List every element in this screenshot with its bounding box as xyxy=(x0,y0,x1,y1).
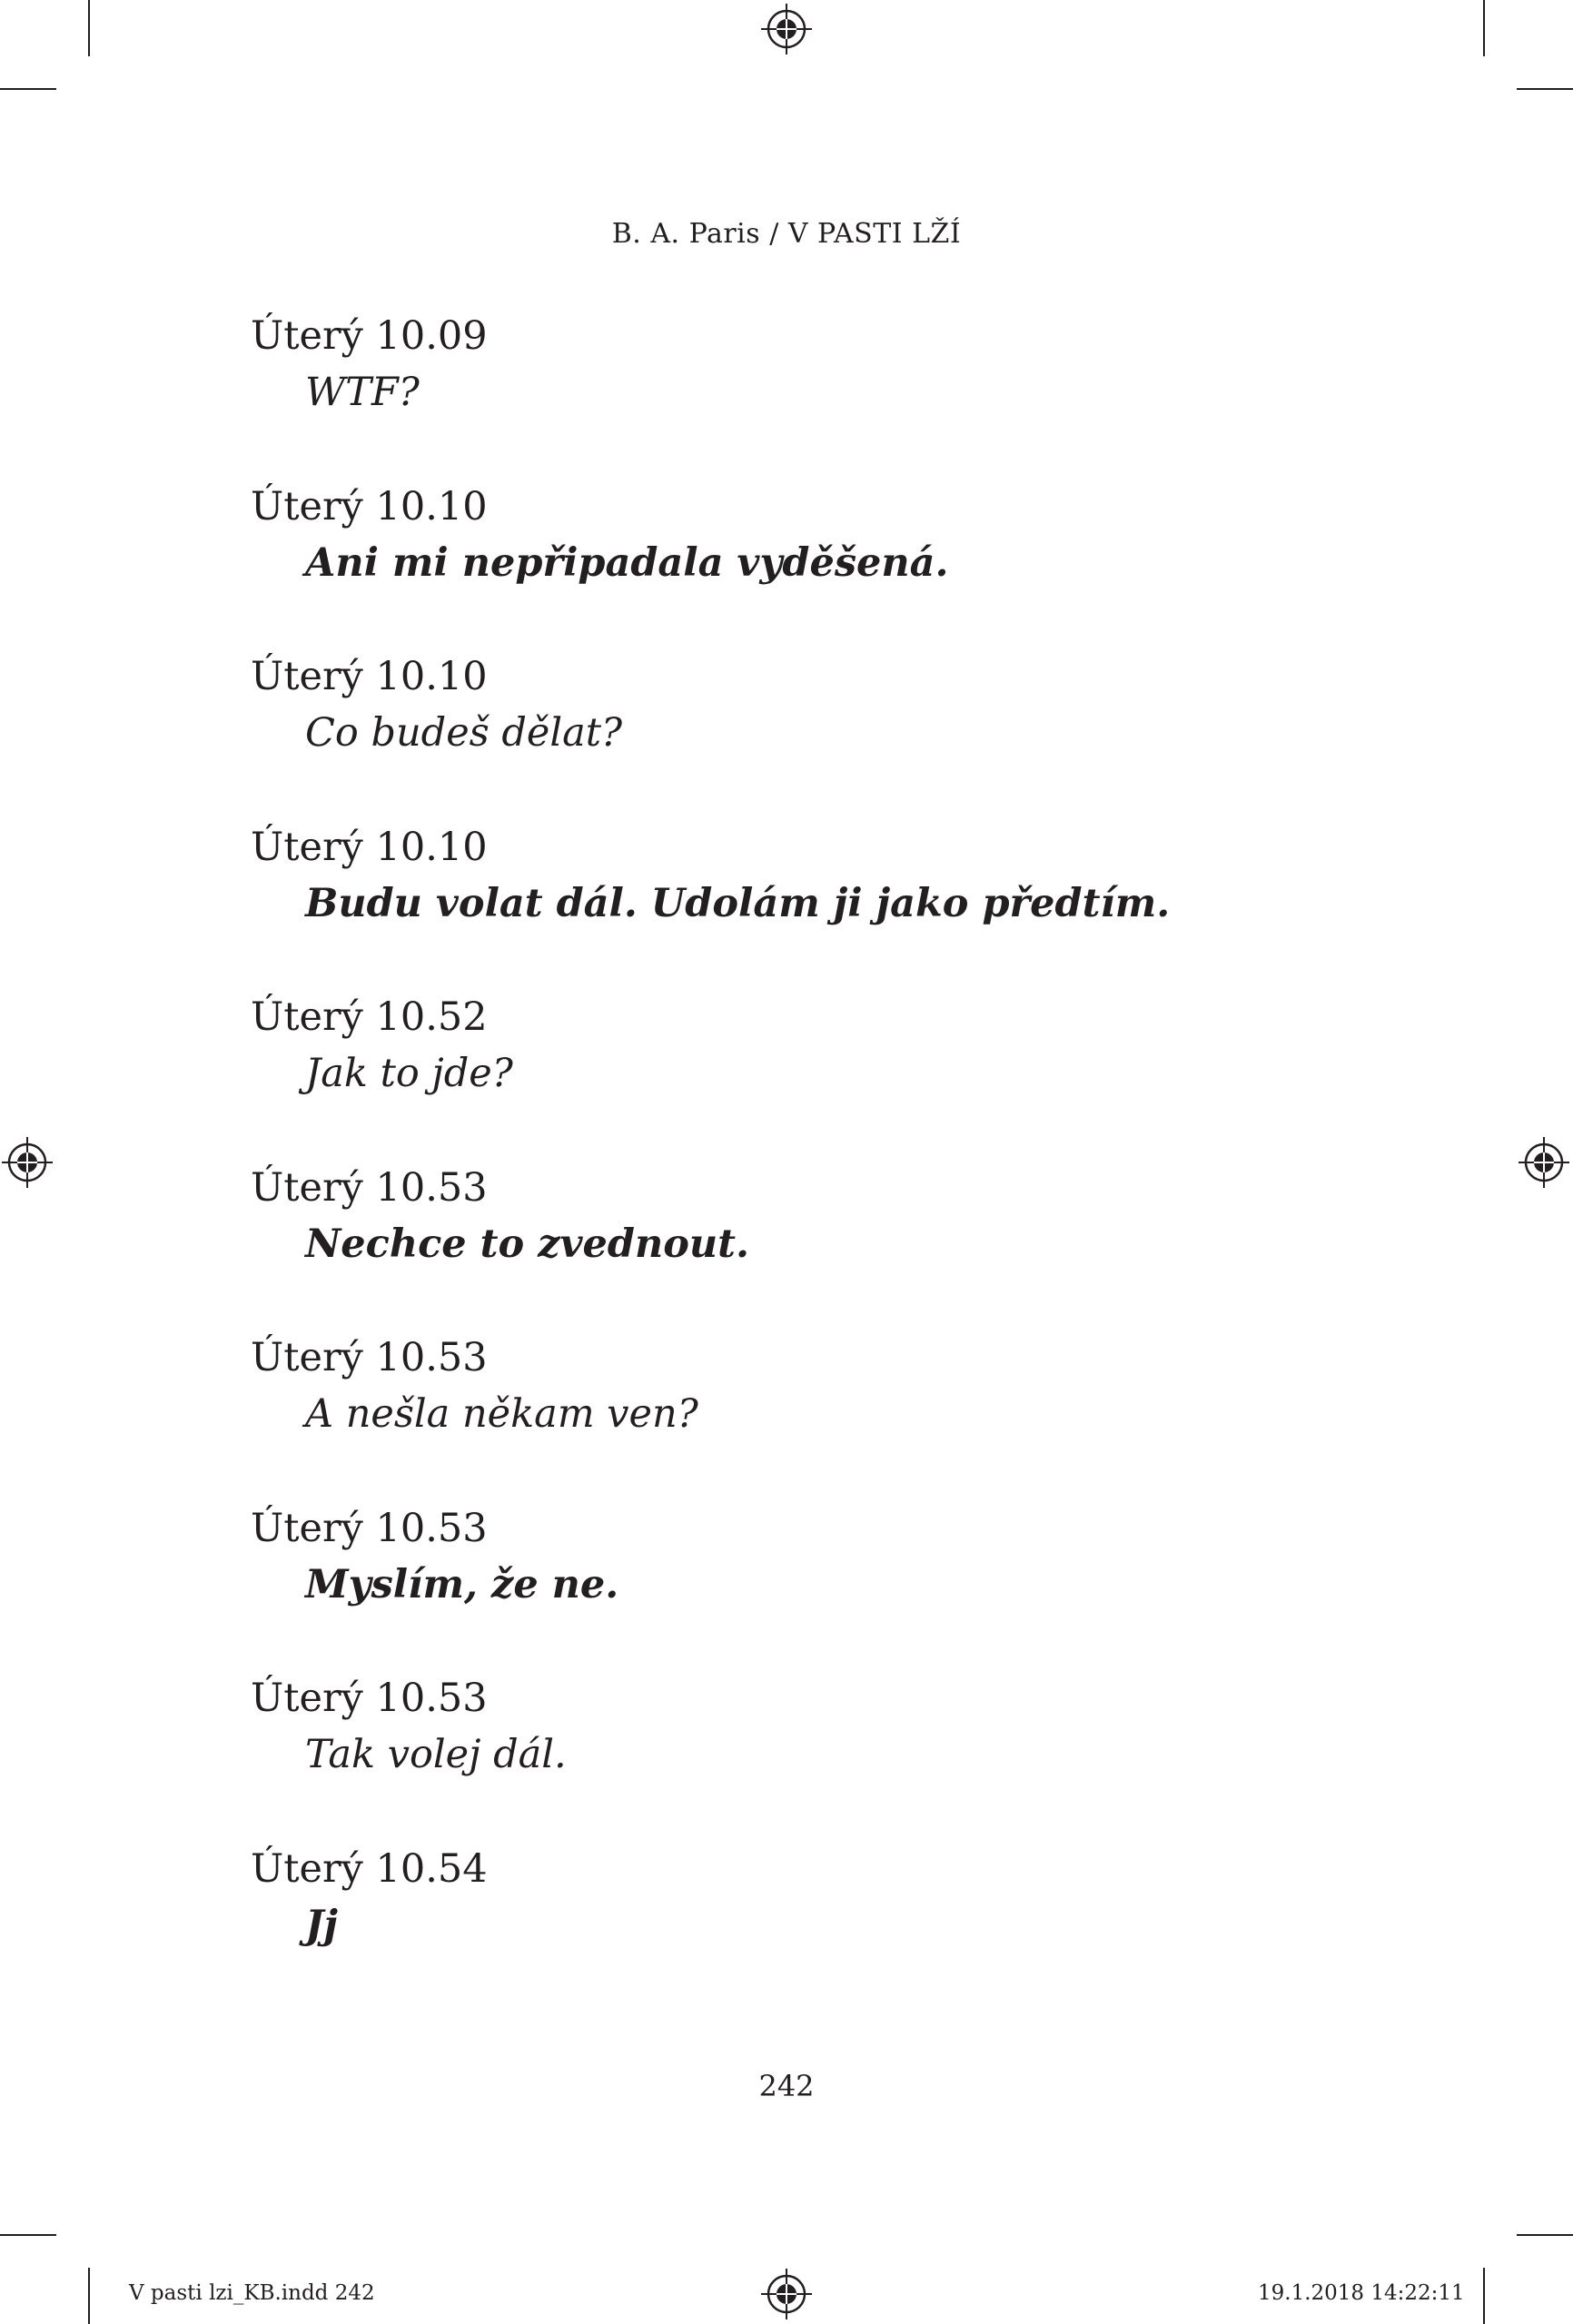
message-text: Tak volej dál. xyxy=(305,1732,567,1777)
message-entry xyxy=(251,1671,1341,1842)
registration-mark-icon xyxy=(1519,1137,1569,1188)
message-text: Jak to jde? xyxy=(305,1051,513,1096)
message-entry xyxy=(251,1501,1341,1672)
crop-mark-top-right-vertical xyxy=(1483,0,1485,56)
message-timestamp: Úterý 10.53 xyxy=(251,1164,488,1211)
message-text: Myslím, že ne. xyxy=(305,1561,619,1607)
registration-mark-icon xyxy=(2,1137,53,1188)
crop-mark-bottom-right-horizontal xyxy=(1517,2234,1573,2236)
message-entry xyxy=(251,309,1341,480)
message-timestamp: Úterý 10.10 xyxy=(251,654,488,699)
message-text: Jj xyxy=(305,1902,338,1948)
message-text: A nešla někam ven? xyxy=(305,1391,698,1437)
message-timestamp: Úterý 10.53 xyxy=(251,1335,488,1380)
message-text: WTF? xyxy=(305,370,420,415)
crop-mark-top-left-vertical xyxy=(88,0,90,56)
message-entry xyxy=(251,649,1341,820)
crop-mark-top-right-horizontal xyxy=(1517,88,1573,90)
message-entry xyxy=(251,1330,1341,1501)
message-timestamp: Úterý 10.53 xyxy=(251,1505,488,1551)
message-timestamp: Úterý 10.10 xyxy=(251,824,488,870)
message-entry xyxy=(251,1161,1341,1331)
message-timestamp: Úterý 10.09 xyxy=(251,313,488,359)
crop-mark-bottom-right-vertical xyxy=(1483,2268,1485,2324)
running-head: B. A. Paris / V PASTI LŽÍ xyxy=(611,218,962,250)
message-log xyxy=(251,309,1341,2012)
message-timestamp: Úterý 10.54 xyxy=(251,1845,488,1892)
page-number: 242 xyxy=(758,2069,815,2103)
slug-date-time: 19.1.2018 14:22:11 xyxy=(1258,2281,1465,2305)
crop-mark-bottom-left-vertical xyxy=(88,2268,90,2324)
message-entry xyxy=(251,480,1341,650)
message-text: Co budeš dělat? xyxy=(305,710,623,756)
message-text: Ani mi nepřipadala vyděšená. xyxy=(305,539,949,586)
slug-file-info: V pasti lzi_KB.indd 242 xyxy=(129,2281,375,2305)
registration-mark-icon xyxy=(761,2269,812,2319)
message-entry xyxy=(251,990,1341,1161)
message-timestamp: Úterý 10.53 xyxy=(251,1676,488,1721)
message-entry xyxy=(251,1842,1341,2012)
message-timestamp: Úterý 10.52 xyxy=(251,994,488,1040)
crop-mark-top-left-horizontal xyxy=(0,88,56,90)
message-timestamp: Úterý 10.10 xyxy=(251,483,488,529)
message-text: Nechce to zvednout. xyxy=(305,1221,749,1267)
registration-mark-icon xyxy=(761,4,812,54)
crop-mark-bottom-left-horizontal xyxy=(0,2234,56,2236)
message-text: Budu volat dál. Udolám ji jako předtím. xyxy=(305,880,1171,926)
message-entry xyxy=(251,820,1341,991)
